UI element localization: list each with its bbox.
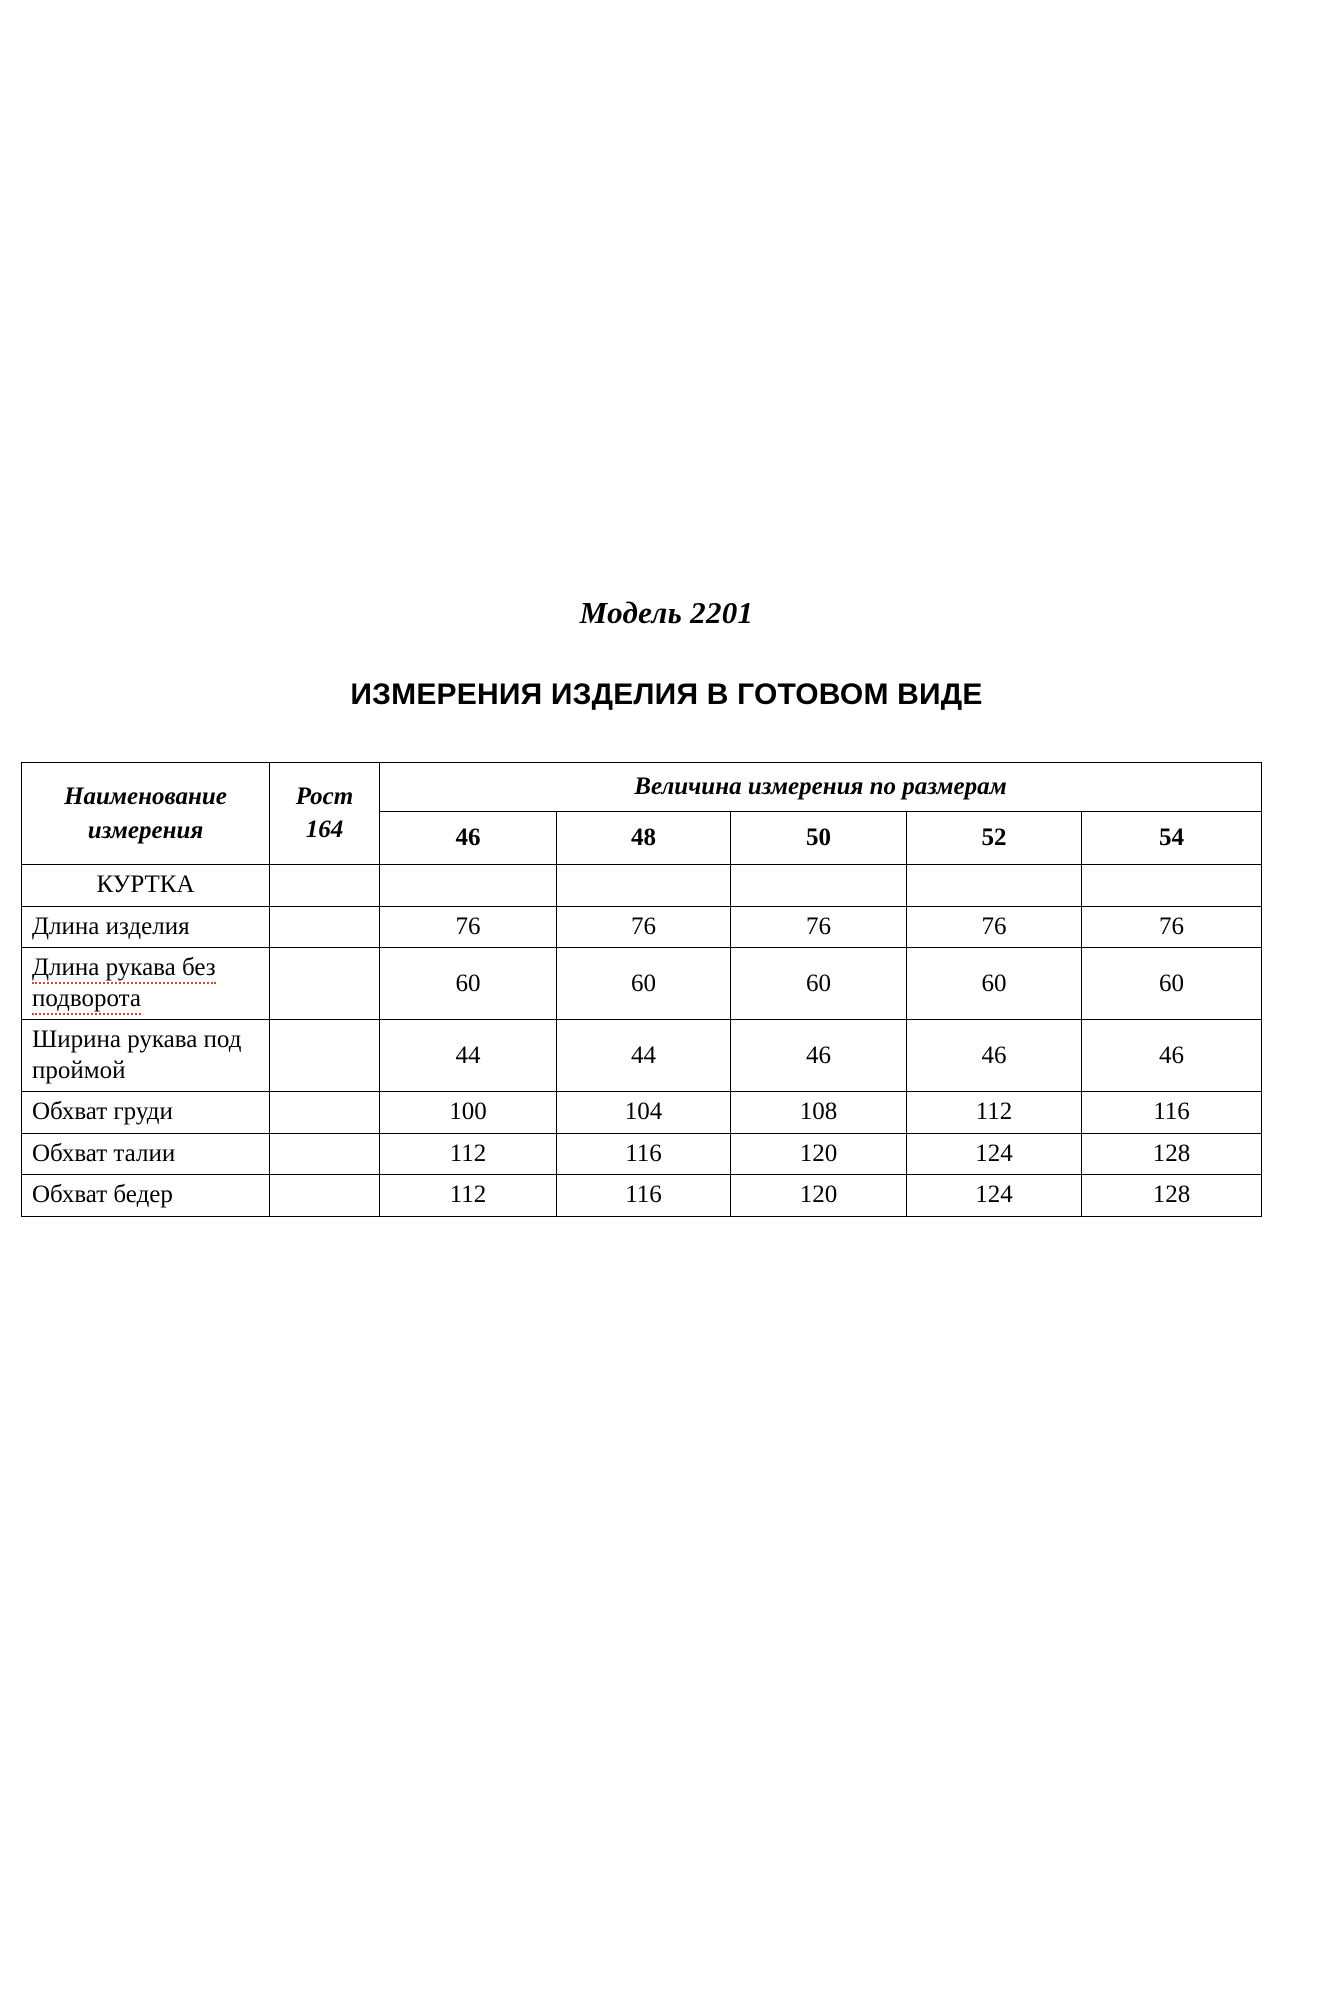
table-row <box>22 1133 1262 1175</box>
cell-size-54: 60 <box>1082 948 1262 1020</box>
cell-size-54: 128 <box>1082 1175 1262 1217</box>
cell-size-48: 76 <box>557 906 731 948</box>
cell-size-50: 76 <box>731 906 907 948</box>
row-label: Длина изделия <box>22 906 270 948</box>
table-header-row-top <box>22 763 1262 812</box>
cell-size-50 <box>731 865 907 907</box>
cell-size-52: 46 <box>907 1020 1082 1092</box>
row-height <box>270 865 380 907</box>
cell-size-50: 108 <box>731 1092 907 1134</box>
header-measurement-name: Наименование измерения <box>22 763 270 865</box>
cell-size-54 <box>1082 865 1262 907</box>
table-row <box>22 1092 1262 1134</box>
cell-size-50: 60 <box>731 948 907 1020</box>
table-header <box>22 763 1262 865</box>
measurements-table <box>21 762 1262 1217</box>
row-label-text: Длина рукава без подворота <box>32 954 216 1015</box>
header-size-54: 54 <box>1082 812 1262 865</box>
row-height <box>270 906 380 948</box>
row-height <box>270 1020 380 1092</box>
cell-size-50: 46 <box>731 1020 907 1092</box>
header-size-48: 48 <box>557 812 731 865</box>
row-label: Обхват груди <box>22 1092 270 1134</box>
row-label: Обхват бедер <box>22 1175 270 1217</box>
cell-size-54: 46 <box>1082 1020 1262 1092</box>
table-row <box>22 948 1262 1020</box>
row-label: Обхват талии <box>22 1133 270 1175</box>
row-label: КУРТКА <box>22 865 270 907</box>
row-height <box>270 1092 380 1134</box>
table-row <box>22 1020 1262 1092</box>
cell-size-48: 60 <box>557 948 731 1020</box>
cell-size-52: 124 <box>907 1133 1082 1175</box>
page-subtitle: ИЗМЕРЕНИЯ ИЗДЕЛИЯ В ГОТОВОМ ВИДЕ <box>350 678 983 711</box>
cell-size-52: 124 <box>907 1175 1082 1217</box>
cell-size-54: 128 <box>1082 1133 1262 1175</box>
header-sizes-group: Величина измерения по размерам <box>380 763 1262 812</box>
cell-size-48 <box>557 865 731 907</box>
header-size-46: 46 <box>380 812 557 865</box>
header-height-value: 164 <box>305 815 344 843</box>
header-size-52: 52 <box>907 812 1082 865</box>
cell-size-46: 112 <box>380 1175 557 1217</box>
cell-size-48: 116 <box>557 1175 731 1217</box>
cell-size-50: 120 <box>731 1133 907 1175</box>
cell-size-46: 112 <box>380 1133 557 1175</box>
cell-size-52: 60 <box>907 948 1082 1020</box>
row-height <box>270 1133 380 1175</box>
row-height <box>270 1175 380 1217</box>
cell-size-52: 112 <box>907 1092 1082 1134</box>
row-height <box>270 948 380 1020</box>
table-row <box>22 865 1262 907</box>
cell-size-46: 60 <box>380 948 557 1020</box>
cell-size-52: 76 <box>907 906 1082 948</box>
cell-size-46: 100 <box>380 1092 557 1134</box>
page-title: Модель 2201 <box>579 595 754 630</box>
cell-size-48: 104 <box>557 1092 731 1134</box>
table-row <box>22 1175 1262 1217</box>
cell-size-48: 44 <box>557 1020 731 1092</box>
cell-size-54: 76 <box>1082 906 1262 948</box>
cell-size-46 <box>380 865 557 907</box>
cell-size-50: 120 <box>731 1175 907 1217</box>
cell-size-52 <box>907 865 1082 907</box>
cell-size-46: 44 <box>380 1020 557 1092</box>
table-body <box>22 865 1262 1217</box>
header-size-50: 50 <box>731 812 907 865</box>
header-height <box>270 763 380 865</box>
header-height-label: Рост <box>295 783 354 810</box>
row-label: Ширина рукава под проймой <box>22 1020 270 1092</box>
row-label <box>22 948 270 1020</box>
cell-size-48: 116 <box>557 1133 731 1175</box>
cell-size-46: 76 <box>380 906 557 948</box>
table-row <box>22 906 1262 948</box>
cell-size-54: 116 <box>1082 1092 1262 1134</box>
